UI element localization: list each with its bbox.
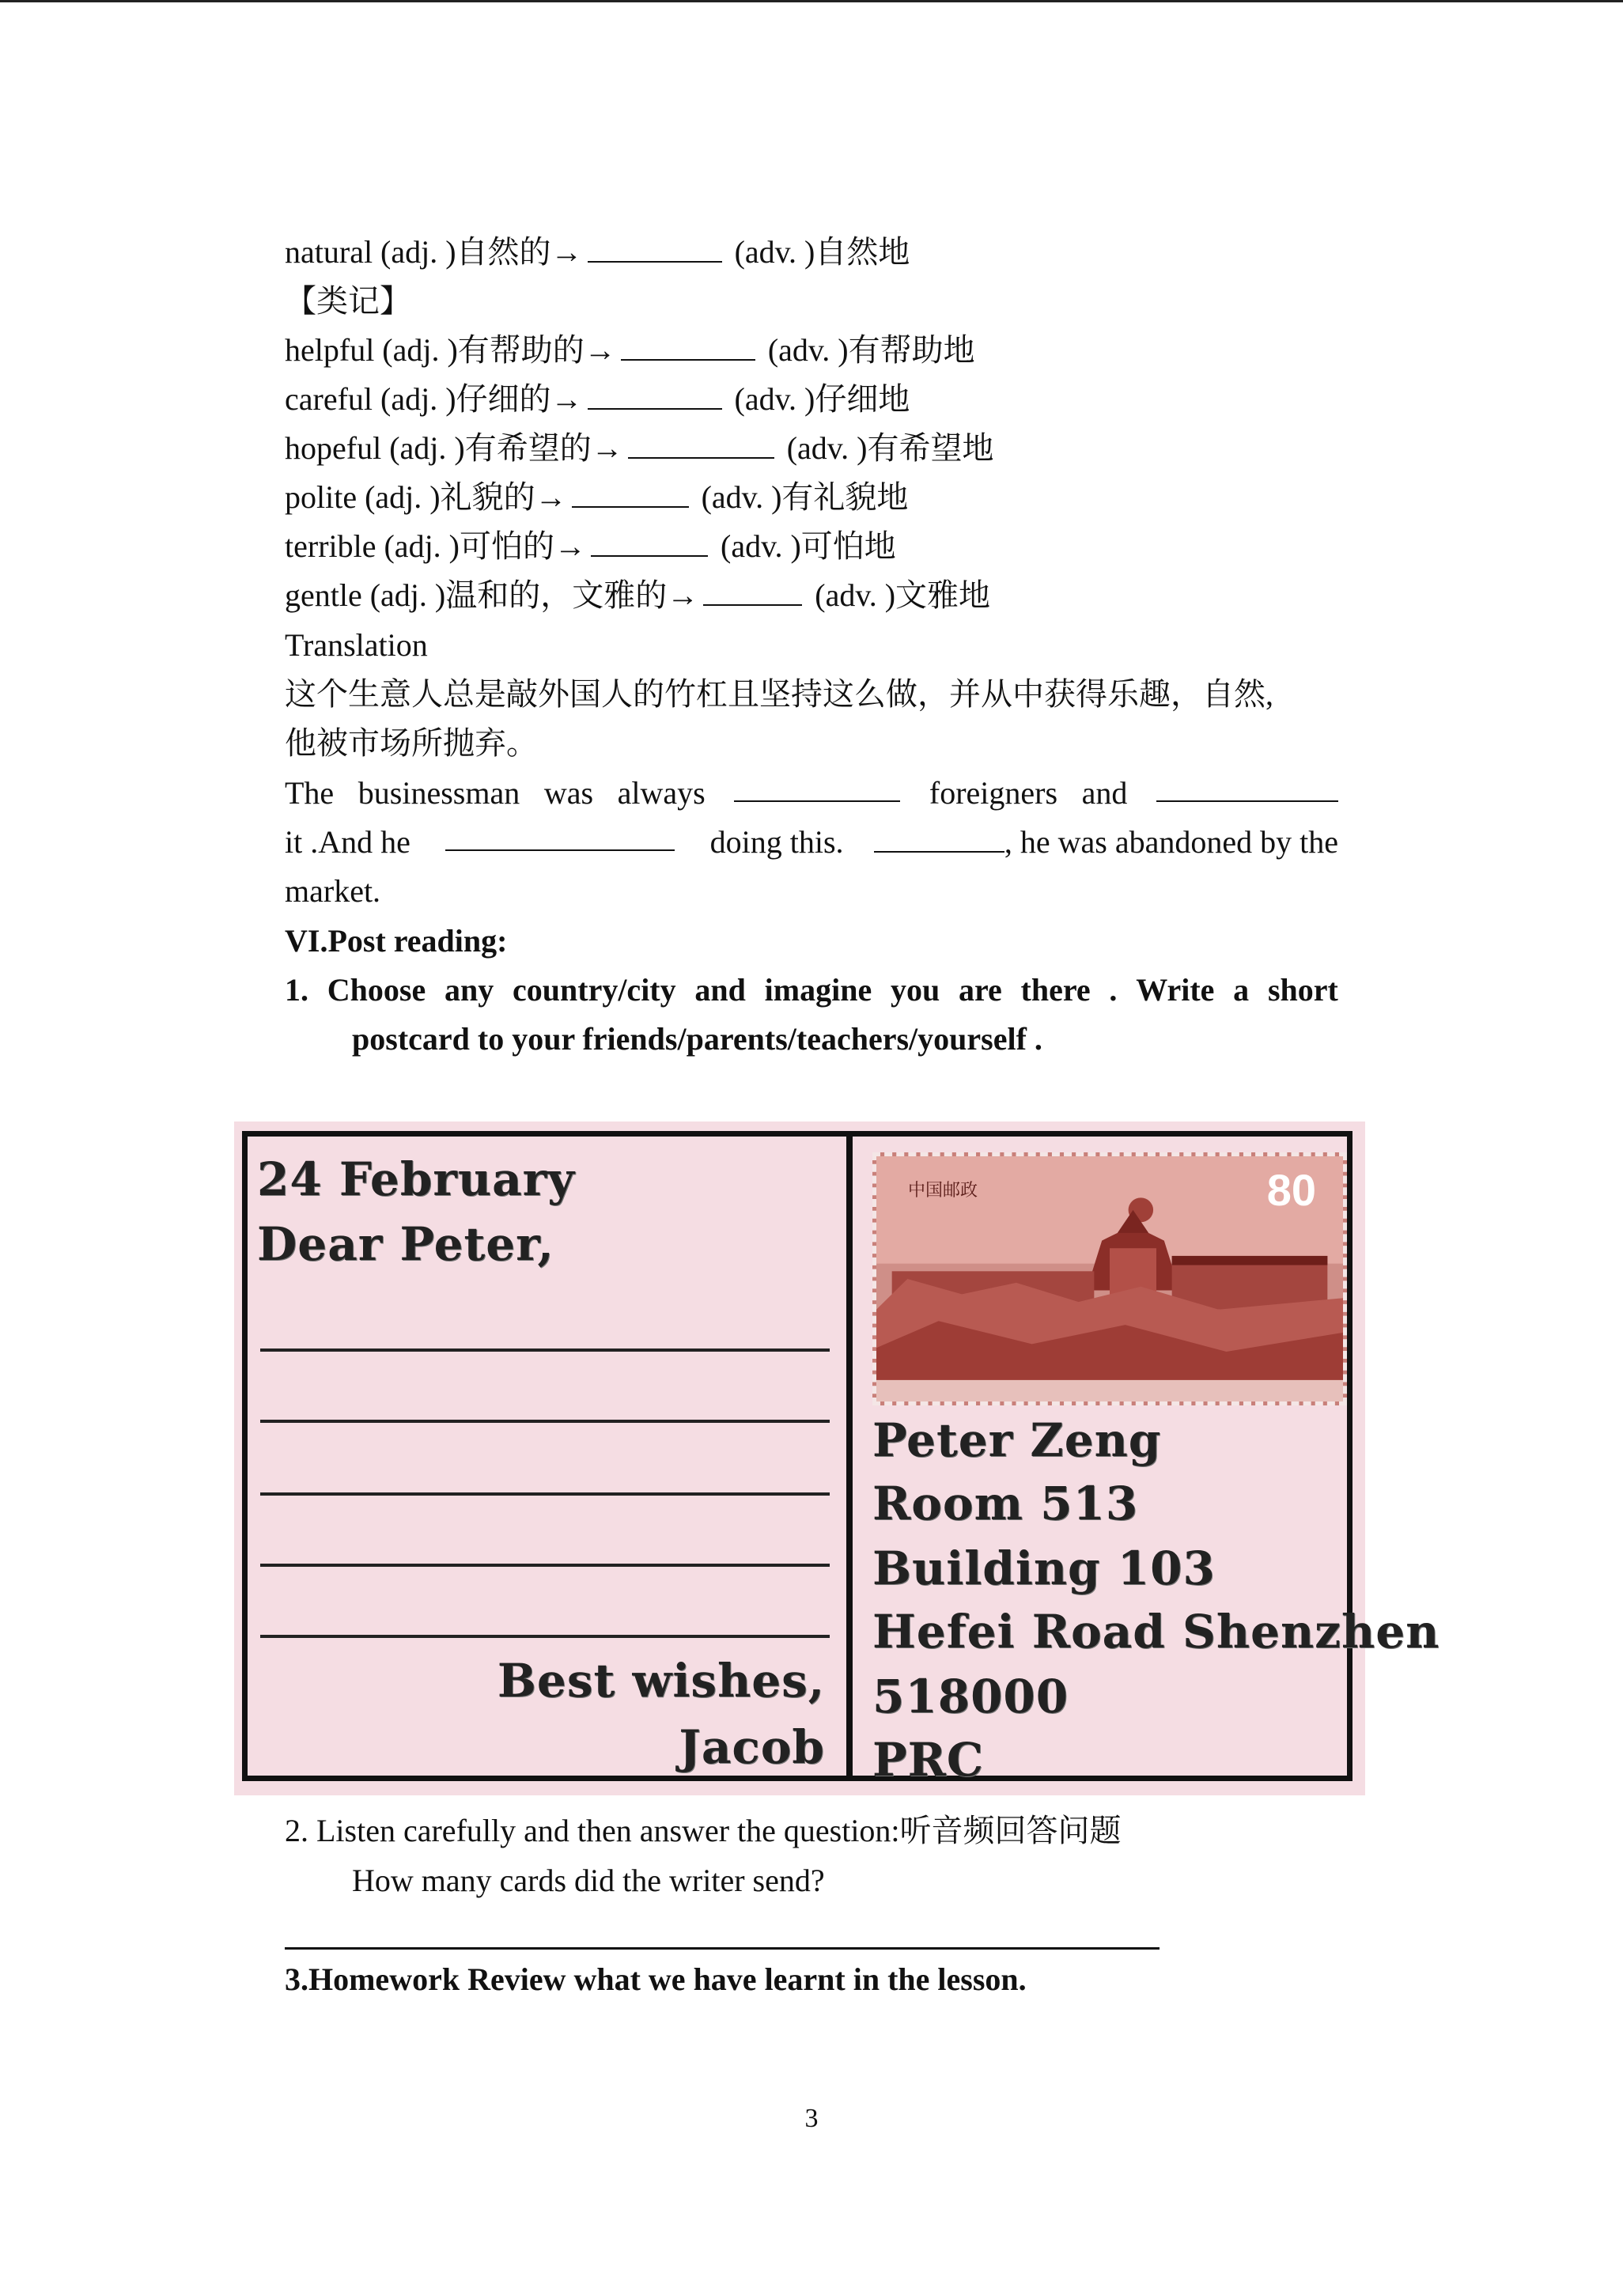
exercise-line-helpful: helpful (adj. )有帮助的→ (adv. )有帮助地 [285, 332, 975, 368]
task-2-instruction: 2. Listen carefully and then answer the question:听音频回答问题 [285, 1813, 1122, 1848]
homework-line: 3.Homework Review what we have learnt in the lesson. [285, 1961, 1027, 1997]
task-1-line-1: 1. Choose any country/city and imagine you are there . Write a short [285, 972, 1338, 1008]
postage-stamp [872, 1152, 1347, 1405]
translation-chinese-line-2: 他被市场所抛弃。 [285, 725, 538, 761]
exercise-line-terrible: terrible (adj. )可怕的→ (adv. )可怕地 [285, 528, 896, 564]
postcard-divider [846, 1137, 853, 1776]
stamp-denomination: 80 [1266, 1165, 1316, 1215]
post-reading-heading: VI.Post reading: [285, 923, 508, 959]
writing-line [260, 1420, 830, 1423]
exercise-line-polite: polite (adj. )礼貌的→ (adv. )有礼貌地 [285, 479, 909, 515]
exercise-line-careful: careful (adj. )仔细的→ (adv. )仔细地 [285, 381, 910, 417]
postcard-greeting: Dear Peter, [257, 1217, 554, 1271]
writing-line [260, 1492, 830, 1496]
translation-english-line-3: market. [285, 873, 381, 909]
address-line: Room 513 [872, 1477, 1139, 1530]
address-line: 518000 [872, 1670, 1069, 1723]
exercise-line-hopeful: hopeful (adj. )有希望的→ (adv. )有希望地 [285, 430, 994, 466]
address-line: PRC [872, 1733, 984, 1787]
translation-english-line-2: it .And he doing this. , he was abandoned by the [285, 824, 1338, 860]
exercise-line-gentle: gentle (adj. )温和的，文雅的→ (adv. )文雅地 [285, 577, 991, 613]
writing-line [260, 1348, 830, 1352]
task-1-line-2: postcard to your friends/parents/teachers/yourself . [352, 1021, 1042, 1057]
postcard-signature: Jacob [679, 1720, 825, 1774]
exercise-line-natural: natural (adj. )自然的→ (adv. )自然地 [285, 234, 910, 270]
address-line: Building 103 [872, 1541, 1216, 1595]
address-line: Peter Zeng [872, 1413, 1162, 1467]
translation-english-line-1: The businessman was always foreigners and [285, 775, 1338, 811]
page-top-rule [0, 0, 1623, 2]
postcard-frame [242, 1131, 1440, 1787]
postcard-closing: Best wishes, [497, 1654, 825, 1708]
postcard-date: 24 February [257, 1152, 575, 1206]
category-heading: 【类记】 [285, 283, 411, 319]
page-number: 3 [804, 2104, 819, 2133]
translation-heading: Translation [285, 627, 428, 663]
postcard-image [234, 1122, 1440, 1795]
address-line: Hefei Road Shenzhen [872, 1605, 1440, 1659]
stamp-label: 中国邮政 [908, 1181, 978, 1201]
writing-line [260, 1564, 830, 1567]
answer-line [285, 1947, 1160, 1950]
writing-line [260, 1635, 830, 1638]
task-2-question: How many cards did the writer send? [352, 1863, 825, 1898]
translation-chinese-line-1: 这个生意人总是敲外国人的竹杠且坚持这么做，并从中获得乐趣，自然, [285, 676, 1273, 712]
